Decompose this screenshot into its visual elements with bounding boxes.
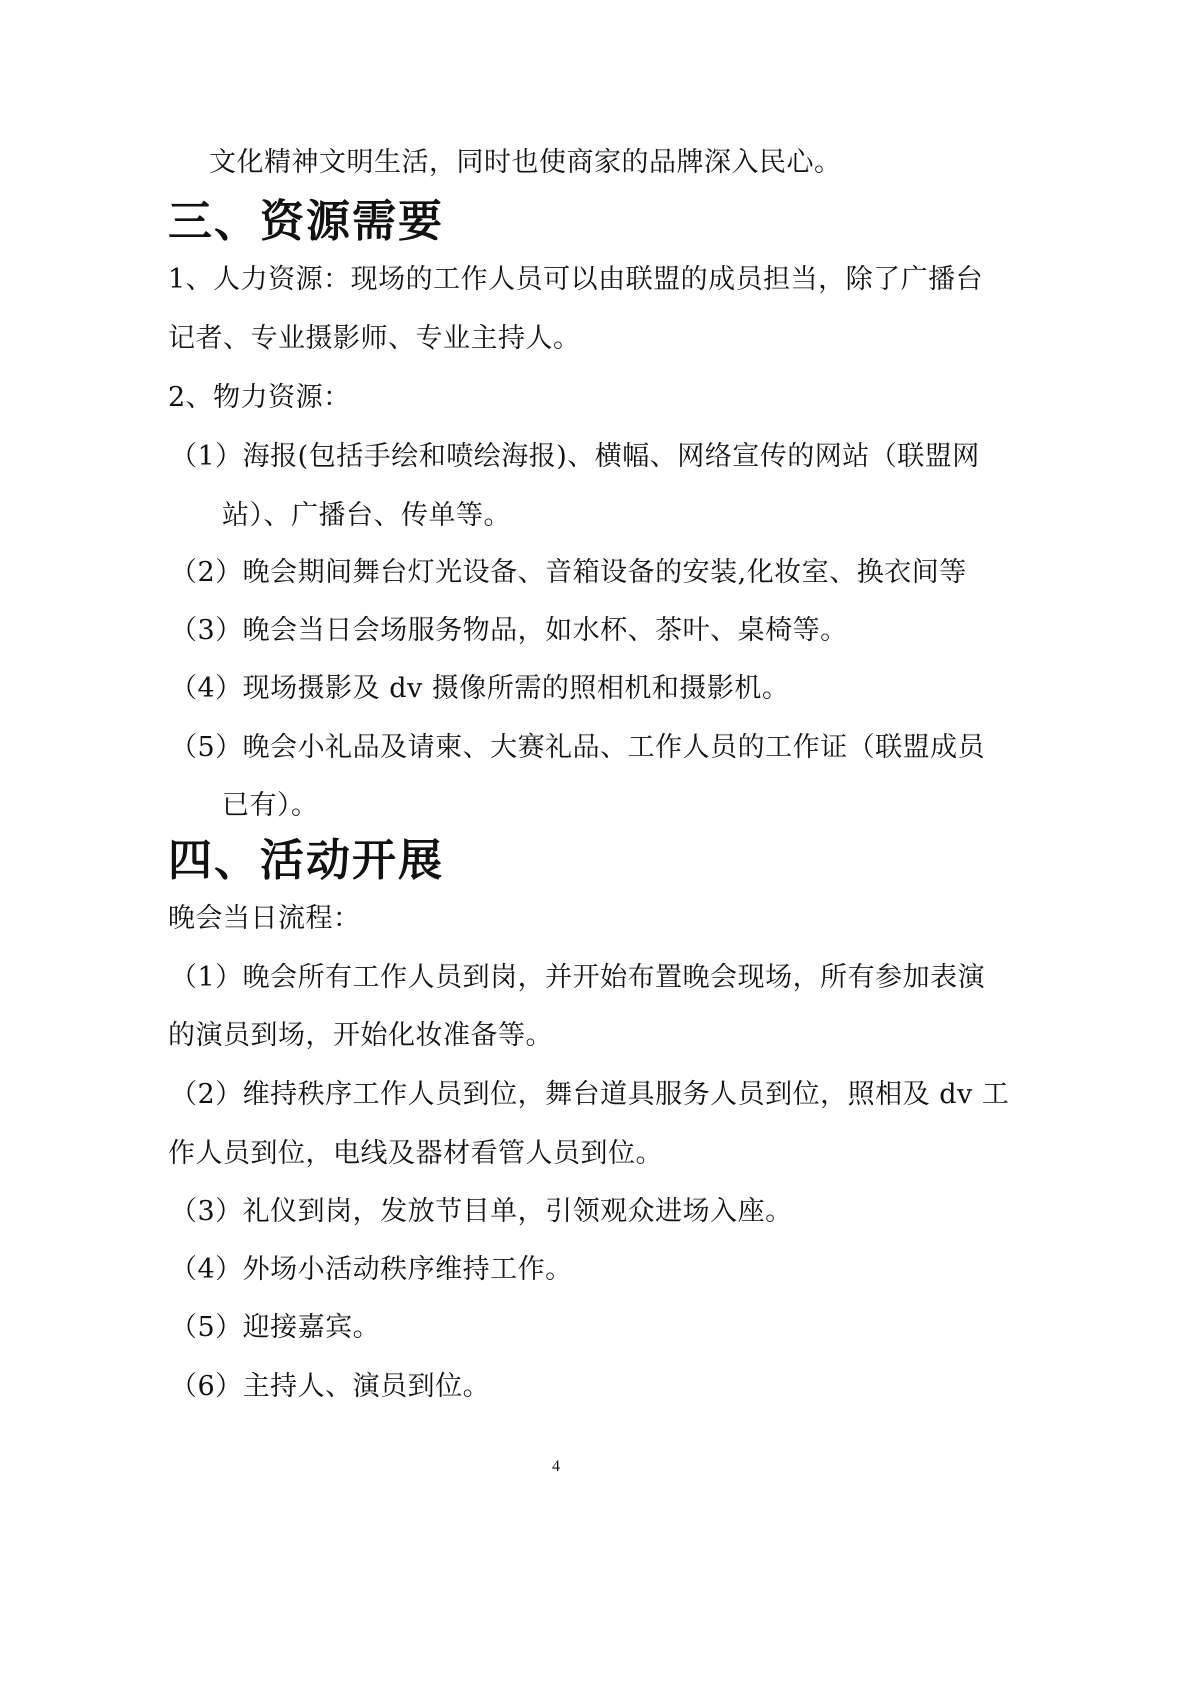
page-number: 4 <box>552 1458 560 1475</box>
material-item-5-line-1: （5）晚会小礼品及请柬、大赛礼品、工作人员的工作证（联盟成员 <box>170 732 986 763</box>
activity-item-3: （3）礼仪到岗，发放节目单，引领观众进场入座。 <box>170 1196 793 1227</box>
continuation-text: 文化精神文明生活，同时也使商家的品牌深入民心。 <box>209 147 842 178</box>
activity-intro: 晚会当日流程： <box>168 903 361 934</box>
material-item-2: （2）晚会期间舞台灯光设备、音箱设备的安装,化妆室、换衣间等 <box>170 557 967 588</box>
material-item-3: （3）晚会当日会场服务物品，如水杯、茶叶、桌椅等。 <box>170 615 848 646</box>
material-item-4: （4）现场摄影及 dv 摄像所需的照相机和摄影机。 <box>170 673 790 704</box>
section-heading-activity: 四、活动开展 <box>168 835 444 886</box>
human-resources-line-1: 1、人力资源：现场的工作人员可以由联盟的成员担当，除了广播台 <box>168 264 984 295</box>
activity-item-2-line-1: （2）维持秩序工作人员到位，舞台道具服务人员到位，照相及 dv 工 <box>170 1079 1010 1110</box>
material-resources-title: 2、物力资源： <box>168 382 351 413</box>
section-heading-resources: 三、资源需要 <box>168 196 444 247</box>
activity-item-4: （4）外场小活动秩序维持工作。 <box>170 1254 573 1285</box>
activity-item-1-line-1: （1）晚会所有工作人员到岗，并开始布置晚会现场，所有参加表演 <box>170 962 986 993</box>
human-resources-line-2: 记者、专业摄影师、专业主持人。 <box>168 323 581 354</box>
material-item-5-line-2: 已有）。 <box>222 790 319 821</box>
activity-item-5: （5）迎接嘉宾。 <box>170 1312 381 1343</box>
activity-item-6: （6）主持人、演员到位。 <box>170 1371 491 1402</box>
activity-item-1-line-2: 的演员到场，开始化妆准备等。 <box>168 1020 553 1051</box>
material-item-1-line-2: 站）、广播台、传单等。 <box>222 500 511 531</box>
material-item-1-line-1: （1）海报(包括手绘和喷绘海报)、横幅、网络宣传的网站（联盟网 <box>170 441 980 472</box>
activity-item-2-line-2: 作人员到位，电线及器材看管人员到位。 <box>168 1138 663 1169</box>
